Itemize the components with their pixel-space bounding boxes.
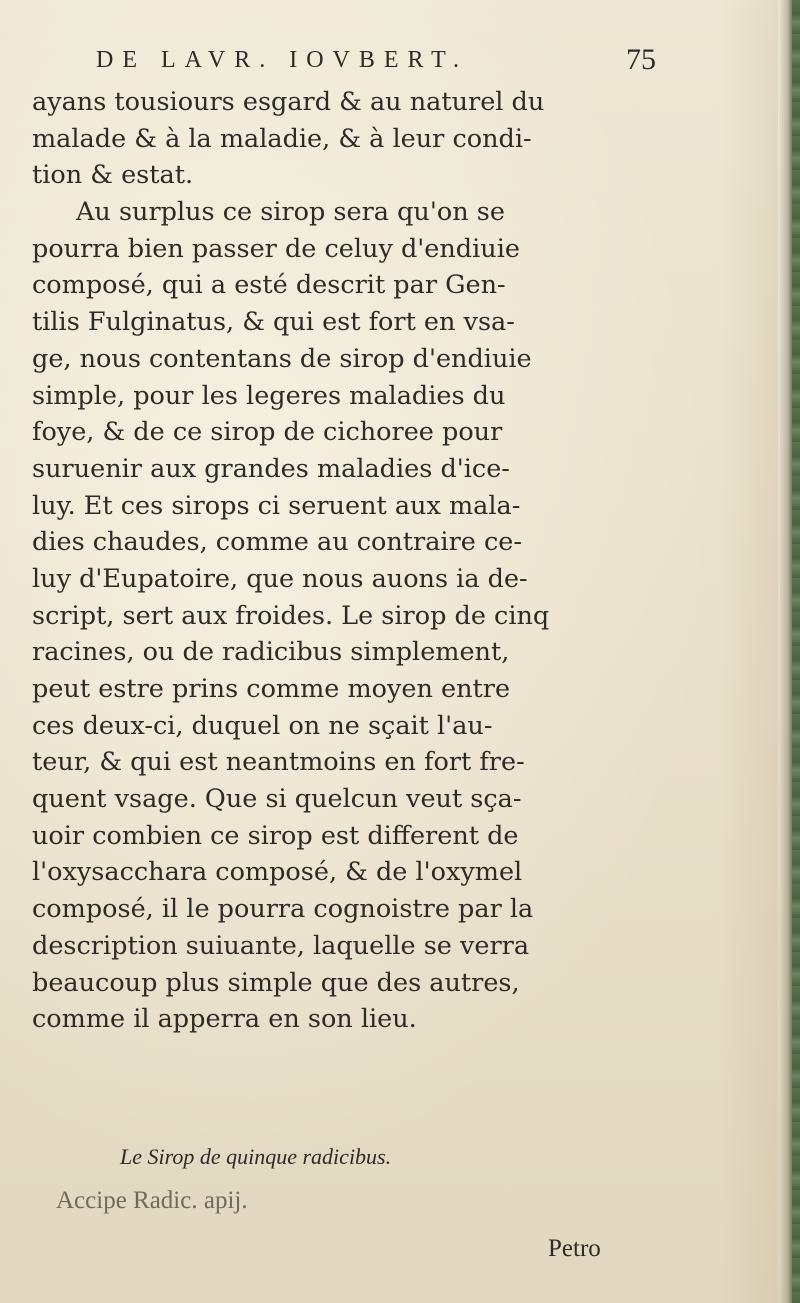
- text-line: pourra bien passer de celuy d'endiuie: [32, 233, 520, 264]
- text-line: ge, nous contentans de sirop d'endiuie: [32, 343, 532, 374]
- binding-edge: [792, 0, 800, 1303]
- recipe-line: Accipe Radic. apij.: [56, 1187, 248, 1214]
- text-line: l'oxysacchara composé, & de l'oxymel: [32, 857, 523, 888]
- text-line: quent vsage. Que si quelcun veut sça-: [32, 784, 522, 815]
- running-head: DE LAVR. IOVBERT.: [96, 47, 468, 73]
- body-text: [32, 84, 652, 1038]
- page-header: [96, 40, 656, 80]
- paragraph-start-line: Au surplus ce sirop sera qu'on se: [76, 197, 505, 228]
- text-line: malade & à la maladie, & à leur condi-: [32, 123, 532, 154]
- text-line: description suiuante, laquelle se verra: [32, 930, 530, 961]
- text-line: luy. Et ces sirops ci seruent aux mala-: [32, 490, 521, 521]
- text-line: tilis Fulginatus, & qui est fort en vsa-: [32, 307, 515, 338]
- text-line: composé, qui a esté descrit par Gen-: [32, 270, 506, 301]
- page-number: 75: [626, 43, 656, 76]
- page-edge-shadow: [718, 0, 778, 1303]
- text-line: tion & estat.: [32, 160, 194, 191]
- text-line: uoir combien ce sirop est different de: [32, 820, 519, 851]
- text-line: foye, & de ce sirop de cichoree pour: [32, 417, 503, 448]
- text-line: script, sert aux froides. Le sirop de cinq: [32, 600, 550, 631]
- catchword: Petro: [548, 1235, 601, 1262]
- text-line: comme il apperra en son lieu.: [32, 1004, 417, 1035]
- text-line: dies chaudes, comme au contraire ce-: [32, 527, 522, 558]
- text-line: luy d'Eupatoire, que nous auons ia de-: [32, 563, 528, 594]
- text-line: racines, ou de radicibus simplement,: [32, 637, 510, 668]
- text-line: ces deux-ci, duquel on ne sçait l'au-: [32, 710, 493, 741]
- text-line: suruenir aux grandes maladies d'ice-: [32, 453, 510, 484]
- text-line: teur, & qui est neantmoins en fort fre-: [32, 747, 525, 778]
- text-line: simple, pour les legeres maladies du: [32, 380, 506, 411]
- text-line: ayans tousiours esgard & au naturel du: [32, 87, 545, 117]
- text-line: composé, il le pourra cognoistre par la: [32, 894, 534, 925]
- text-line: peut estre prins comme moyen entre: [32, 674, 511, 704]
- text-line: beaucoup plus simple que des autres,: [32, 967, 520, 998]
- recipe-heading: Le Sirop de quinque radicibus.: [120, 1144, 392, 1169]
